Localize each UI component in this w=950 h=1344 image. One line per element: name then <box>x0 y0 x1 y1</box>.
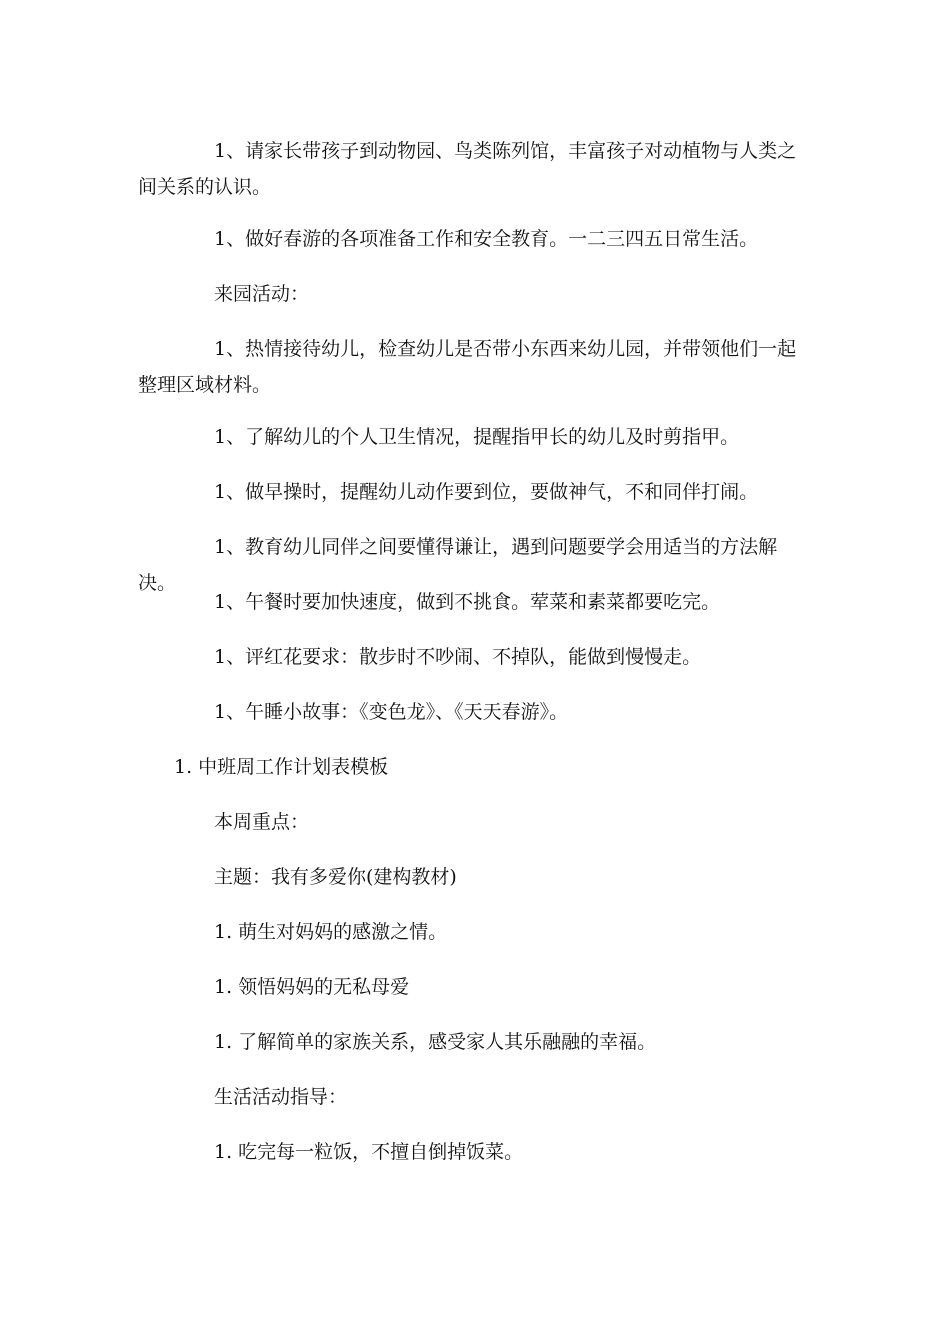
paragraph-finish-rice: 1. 吃完每一粒饭，不擅自倒掉饭菜。 <box>214 1141 524 1163</box>
paragraph-spring-outing-prep: 1、做好春游的各项准备工作和安全教育。一二三四五日常生活。 <box>214 228 759 250</box>
paragraph-red-flower: 1、评红花要求：散步时不吵闹、不掉队，能做到慢慢走。 <box>214 646 702 668</box>
paragraph-mothers-love: 1. 领悟妈妈的无私母爱 <box>214 976 410 998</box>
paragraph-greet-children: 1、热情接待幼儿，检查幼儿是否带小东西来幼儿园，并带领他们一起整理区域材料。 <box>138 338 797 396</box>
paragraph-hygiene: 1、了解幼儿的个人卫生情况，提醒指甲长的幼儿及时剪指甲。 <box>214 426 740 448</box>
paragraph-humility: 1、教育幼儿同伴之间要懂得谦让，遇到问题要学会用适当的方法解决。 <box>138 536 778 594</box>
section-heading-weekly-plan: 1. 中班周工作计划表模板 <box>174 756 389 778</box>
paragraph-gratitude: 1. 萌生对妈妈的感激之情。 <box>214 921 448 943</box>
paragraph-family-relations: 1. 了解简单的家族关系，感受家人其乐融融的幸福。 <box>214 1031 657 1053</box>
paragraph-life-guidance-title: 生活活动指导： <box>214 1086 348 1108</box>
paragraph-lunch: 1、午餐时要加快速度，做到不挑食。荤菜和素菜都要吃完。 <box>214 591 721 613</box>
paragraph-weekly-focus: 本周重点： <box>214 811 310 833</box>
paragraph-theme: 主题：我有多爱你(建构教材) <box>214 866 457 888</box>
paragraph-zoo-visit: 1、请家长带孩子到动物园、鸟类陈列馆，丰富孩子对动植物与人类之间关系的认识。 <box>138 140 797 198</box>
paragraph-arrival-activity-title: 来园活动： <box>214 283 310 305</box>
paragraph-morning-exercise: 1、做早操时，提醒幼儿动作要到位，要做神气，不和同伴打闹。 <box>214 481 759 503</box>
paragraph-nap-story: 1、午睡小故事：《变色龙》、《天天春游》。 <box>214 701 569 723</box>
